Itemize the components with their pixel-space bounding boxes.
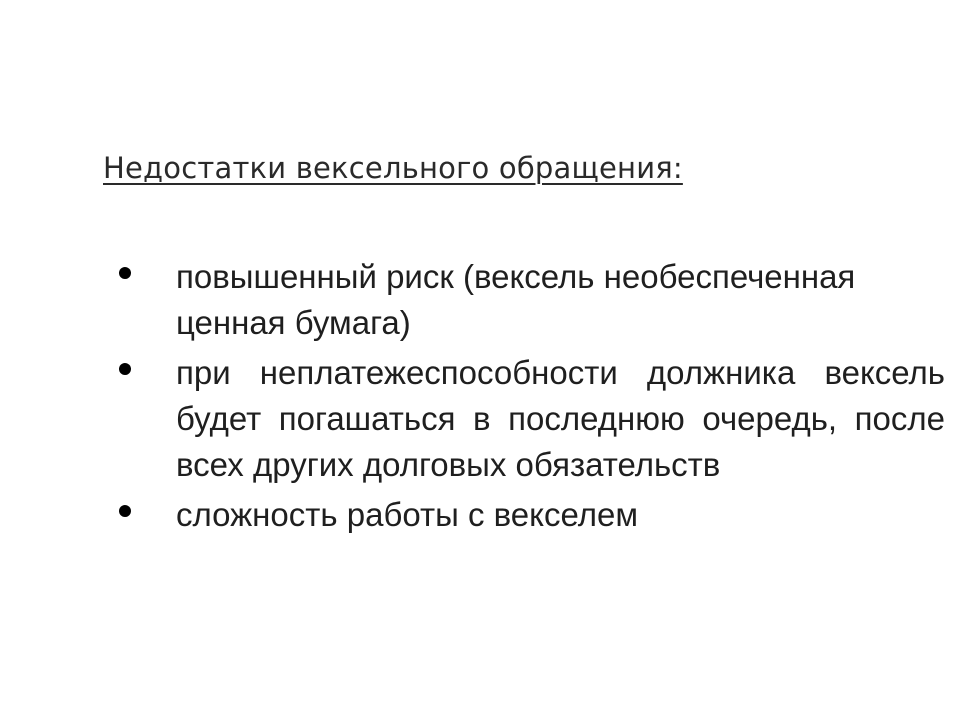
bullet-text: повышенный риск (вексель необеспеченная ценная бумага) xyxy=(176,258,856,341)
bullet-dot-icon xyxy=(119,505,131,517)
bullet-text: сложность работы с векселем xyxy=(176,496,639,533)
bullet-item-complexity xyxy=(113,492,945,538)
slide-title: Недостатки вексельного обращения: xyxy=(103,151,683,185)
bullet-dot-icon xyxy=(119,363,131,375)
bullet-item-risk xyxy=(113,254,945,346)
bullet-dot-icon xyxy=(119,267,131,279)
bullet-text: при неплатежеспособности должника вексель будет погашаться в последнюю очередь, после всех других долговых обязательств xyxy=(176,354,945,483)
bullet-list xyxy=(113,254,945,542)
bullet-item-insolvency xyxy=(113,350,945,488)
